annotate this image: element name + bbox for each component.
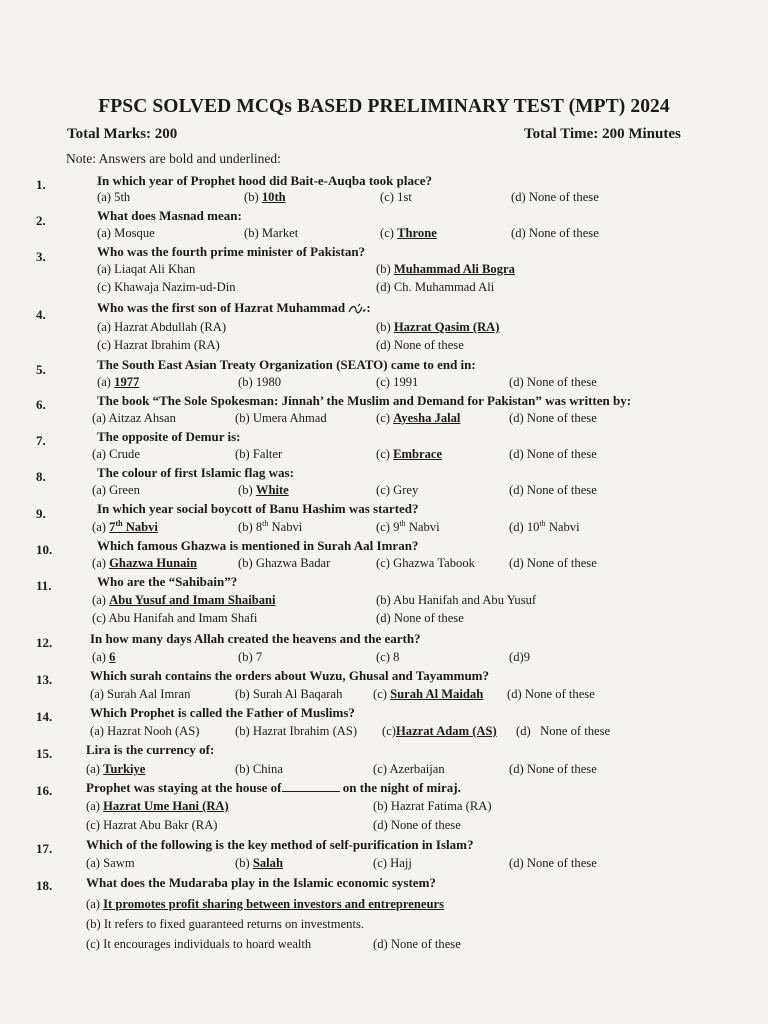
option-c: (c) Khawaja Nazim-ud-Din [97,280,236,294]
pbuh-calligraphy-icon [348,303,366,315]
question-text: Who are the “Sahibain”? [97,574,238,589]
option-c: (c) Hazrat Ibrahim (RA) [97,338,220,352]
question-number: 4. [36,307,46,322]
question-number: 9. [36,506,46,521]
option-d: (d) None of these [507,687,595,701]
correct-answer: 7th Nabvi [109,519,158,535]
question-text: In how many days Allah created the heavens and the earth? [90,631,421,646]
option-a: (a) Turkiye [86,762,146,776]
correct-answer: Hazrat Adam (AS) [395,724,497,738]
question-text: Which famous Ghazwa is mentioned in Surah Aal Imran? [97,538,419,553]
option-d: (d) None of these [373,818,461,832]
option-c: (c) 8 [376,650,400,664]
correct-answer: Salah [252,856,283,870]
option-d: (d) None of these [516,724,611,738]
correct-answer: Ghazwa Hunain [109,556,197,570]
option-d: (d) None of these [376,338,464,352]
option-b: (b) China [235,762,283,776]
question-number: 8. [36,469,46,484]
question-text: The South East Asian Treaty Organization (SEATO) came to end in: [97,357,476,372]
option-a: (a) Surah Aal Imran [90,687,191,701]
option-d: (d) None of these [509,375,597,389]
question-text: The colour of first Islamic flag was: [97,465,294,480]
option-b: (b) Market [244,226,299,240]
option-d: (d) None of these [509,447,597,461]
correct-answer: Hazrat Qasim (RA) [393,320,500,334]
correct-answer: Surah Al Maidah [390,687,484,701]
option-d: (d) Ch. Muhammad Ali [376,280,495,294]
correct-answer: 6 [109,650,116,664]
question-text: Which of the following is the key method of self-purification in Islam? [86,837,474,852]
question-text: Lira is the currency of: [86,742,215,757]
question-number: 3. [36,249,46,264]
option-d: (d) None of these [509,411,597,425]
option-d: (d) 10th Nabvi [509,519,580,535]
question-text: The opposite of Demur is: [97,429,241,444]
option-c: (c) Ghazwa Tabook [376,556,475,570]
option-a: (a) 5th [97,190,131,204]
option-d: (d) None of these [509,762,597,776]
option-a: (a) Liaqat Ali Khan [97,262,196,276]
question-number: 1. [36,177,46,192]
correct-answer: Throne [397,226,437,240]
question-number: 17. [36,841,53,856]
option-a: (a) Mosque [97,226,155,240]
option-c: (c) 1991 [376,375,419,389]
option-a: (a) 7th Nabvi [92,519,158,535]
option-d: (d) None of these [509,856,597,870]
option-c: (c)Hazrat Adam (AS) [382,724,497,738]
correct-answer: Hazrat Ume Hani (RA) [103,799,229,813]
option-c: (c) Throne [380,226,437,240]
option-d: (d)9 [509,650,530,664]
option-b: (b) It refers to fixed guaranteed returns on investments. [86,917,365,931]
option-c: (c) 1st [380,190,412,204]
option-d: (d) None of these [511,226,599,240]
option-b: (b) Hazrat Qasim (RA) [376,320,500,334]
option-b: (b) Falter [235,447,283,461]
option-b: (b) 8th Nabvi [238,519,303,535]
question-number: 16. [36,783,53,798]
question-number: 15. [36,746,53,761]
option-b: (b) Abu Hanifah and Abu Yusuf [376,593,537,607]
option-b: (b) Surah Al Baqarah [235,687,343,701]
question-number: 18. [36,878,53,893]
option-a: (a) Sawm [86,856,135,870]
question-text: Which surah contains the orders about Wuzu, Ghusal and Tayammum? [90,668,490,683]
option-d: (d) None of these [509,483,597,497]
option-c: (c) Surah Al Maidah [373,687,484,701]
correct-answer: Embrace [393,447,443,461]
option-c: (c) It encourages individuals to hoard wealth [86,937,312,951]
question-text: In which year of Prophet hood did Bait-e-Auqba took place? [97,173,433,188]
option-b: (b) Ghazwa Badar [238,556,331,570]
option-b: (b) Hazrat Fatima (RA) [373,799,492,813]
question-text: In which year social boycott of Banu Hashim was started? [97,501,419,516]
question-number: 13. [36,672,53,687]
question-text: Which Prophet is called the Father of Muslims? [90,705,355,720]
option-a: (a) It promotes profit sharing between investors and entrepreneurs [86,897,444,911]
correct-answer: Muhammad Ali Bogra [393,262,515,276]
option-b: (b) Umera Ahmad [235,411,327,425]
question-text: What does Masnad mean: [97,208,242,223]
correct-answer: 10th [261,190,286,204]
correct-answer: Abu Yusuf and Imam Shaibani [109,593,276,607]
option-b: (b) Muhammad Ali Bogra [376,262,515,276]
option-c: (c) Hajj [373,856,412,870]
question-number: 2. [36,213,46,228]
correct-answer: Turkiye [103,762,146,776]
option-a: (a) Aitzaz Ahsan [92,411,176,425]
option-c: (c) Ayesha Jalal [376,411,461,425]
option-b: (b) Hazrat Ibrahim (AS) [235,724,358,738]
option-b: (b) Salah [235,856,283,870]
total-marks: Total Marks: 200 [67,126,178,142]
option-c: (c) Azerbaijan [373,762,445,776]
option-c: (c) Grey [376,483,419,497]
option-a: (a) Hazrat Ume Hani (RA) [86,799,229,813]
question-number: 11. [36,578,52,593]
option-c: (c) Hazrat Abu Bakr (RA) [86,818,218,832]
option-a: (a) Hazrat Nooh (AS) [90,724,200,738]
option-c: (c) 9th Nabvi [376,519,440,535]
option-c: (c) Abu Hanifah and Imam Shafi [92,611,258,625]
correct-answer: White [255,483,289,497]
question-text: Who was the first son of Hazrat Muhammad : [97,300,371,315]
option-a: (a) Ghazwa Hunain [92,556,197,570]
option-a: (a) Crude [92,447,140,461]
correct-answer: 1977 [114,375,140,389]
option-d: (d) None of these [376,611,464,625]
option-d: (d) None of these [509,556,597,570]
question-text: What does the Mudaraba play in the Islamic economic system? [86,875,436,890]
option-b: (b) 10th [244,190,286,204]
option-a: (a) Green [92,483,140,497]
question-number: 12. [36,635,53,650]
option-b: (b) 1980 [238,375,282,389]
page-title: FPSC SOLVED MCQs BASED PRELIMINARY TEST (MPT) 2024 [98,96,670,117]
option-a: (a) 6 [92,650,116,664]
option-b: (b) White [238,483,289,497]
question-text: Prophet was staying at the house of on the night of miraj. [86,780,461,795]
option-a: (a) Abu Yusuf and Imam Shaibani [92,593,276,607]
option-a: (a) Hazrat Abdullah (RA) [97,320,227,334]
option-c: (c) Embrace [376,447,443,461]
question-number: 6. [36,397,46,412]
note: Note: Answers are bold and underlined: [66,151,281,166]
question-number: 10. [36,542,53,557]
correct-answer: It promotes profit sharing between investors and entrepreneurs [103,897,444,911]
option-d: (d) None of these [511,190,599,204]
question-number: 7. [36,433,46,448]
total-time: Total Time: 200 Minutes [524,126,681,142]
question-text: Who was the fourth prime minister of Pakistan? [97,244,366,259]
question-number: 5. [36,362,46,377]
fill-in-blank [282,781,340,792]
option-d: (d) None of these [373,937,461,951]
question-number: 14. [36,709,53,724]
option-a: (a) 1977 [97,375,140,389]
question-text: The book “The Sole Spokesman: Jinnah’ the Muslim and Demand for Pakistan” was written by: [97,393,632,408]
option-b: (b) 7 [238,650,263,664]
correct-answer: Ayesha Jalal [393,411,461,425]
